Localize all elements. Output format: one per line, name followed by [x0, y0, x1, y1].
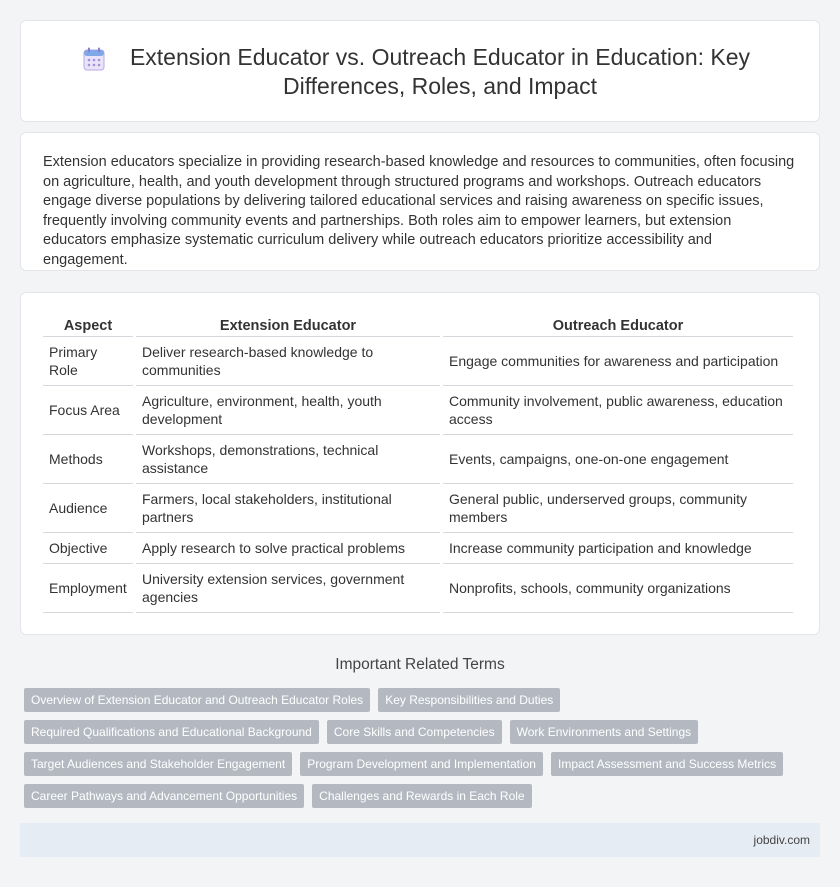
- related-term-tag[interactable]: Target Audiences and Stakeholder Engagement: [24, 752, 292, 776]
- footer-brand[interactable]: jobdiv.com: [753, 833, 810, 847]
- tag-row: [24, 688, 816, 712]
- header-aspect: Aspect: [43, 313, 133, 337]
- related-terms-heading: Important Related Terms: [335, 656, 505, 673]
- title-card: [20, 20, 820, 122]
- row-aspect: Employment: [43, 564, 133, 613]
- related-terms-list: [24, 688, 816, 816]
- tag-row: [24, 720, 816, 744]
- header-extension-educator: Extension Educator: [136, 313, 440, 337]
- row-extension: University extension services, government agencies: [136, 564, 440, 613]
- table-row: [43, 484, 793, 533]
- related-term-tag[interactable]: Career Pathways and Advancement Opportunities: [24, 784, 304, 808]
- page-title: Extension Educator vs. Outreach Educator in Education: Key Differences, Roles, and Impact: [129, 44, 751, 99]
- row-outreach: Increase community participation and knowledge: [443, 533, 793, 564]
- tag-row: [24, 752, 816, 776]
- row-extension: Apply research to solve practical problems: [136, 533, 440, 564]
- comparison-card: [20, 292, 820, 635]
- table-header-row: [43, 313, 793, 337]
- footer: [20, 823, 820, 857]
- related-term-tag[interactable]: Overview of Extension Educator and Outreach Educator Roles: [24, 688, 370, 712]
- related-term-tag[interactable]: Work Environments and Settings: [510, 720, 699, 744]
- row-aspect: Methods: [43, 435, 133, 484]
- row-aspect: Objective: [43, 533, 133, 564]
- table-row: [43, 435, 793, 484]
- intro-paragraph: Extension educators specialize in providing research-based knowledge and resources to communities, often focusing on agriculture, health, and youth development through structured programs and workshops. Outreach educators engage diverse populations by delivering tailored educational services and raising awareness on specific issues, frequently involving community events and partnerships. Both roles aim to empower learners, but extension educators emphasize systematic curriculum delivery while outreach educators prioritize accessibility and engagement.: [43, 154, 795, 268]
- row-outreach: General public, underserved groups, community members: [443, 484, 793, 533]
- related-term-tag[interactable]: Key Responsibilities and Duties: [378, 688, 560, 712]
- row-outreach: Engage communities for awareness and participation: [443, 337, 793, 386]
- row-aspect: Primary Role: [43, 337, 133, 386]
- row-extension: Agriculture, environment, health, youth development: [136, 386, 440, 435]
- related-term-tag[interactable]: Required Qualifications and Educational Background: [24, 720, 319, 744]
- row-extension: Workshops, demonstrations, technical assistance: [136, 435, 440, 484]
- row-outreach: Events, campaigns, one-on-one engagement: [443, 435, 793, 484]
- related-term-tag[interactable]: Core Skills and Competencies: [327, 720, 502, 744]
- row-outreach: Nonprofits, schools, community organizations: [443, 564, 793, 613]
- table-row: [43, 564, 793, 613]
- table-row: [43, 386, 793, 435]
- tag-row: [24, 784, 816, 808]
- intro-card: [20, 132, 820, 271]
- row-aspect: Audience: [43, 484, 133, 533]
- table-row: [43, 337, 793, 386]
- related-term-tag[interactable]: Challenges and Rewards in Each Role: [312, 784, 531, 808]
- header-outreach-educator: Outreach Educator: [443, 313, 793, 337]
- related-term-tag[interactable]: Program Development and Implementation: [300, 752, 543, 776]
- row-aspect: Focus Area: [43, 386, 133, 435]
- row-extension: Deliver research-based knowledge to communities: [136, 337, 440, 386]
- row-outreach: Community involvement, public awareness, education access: [443, 386, 793, 435]
- table-row: [43, 533, 793, 564]
- related-term-tag[interactable]: Impact Assessment and Success Metrics: [551, 752, 783, 776]
- comparison-table: [40, 313, 796, 613]
- row-extension: Farmers, local stakeholders, institutional partners: [136, 484, 440, 533]
